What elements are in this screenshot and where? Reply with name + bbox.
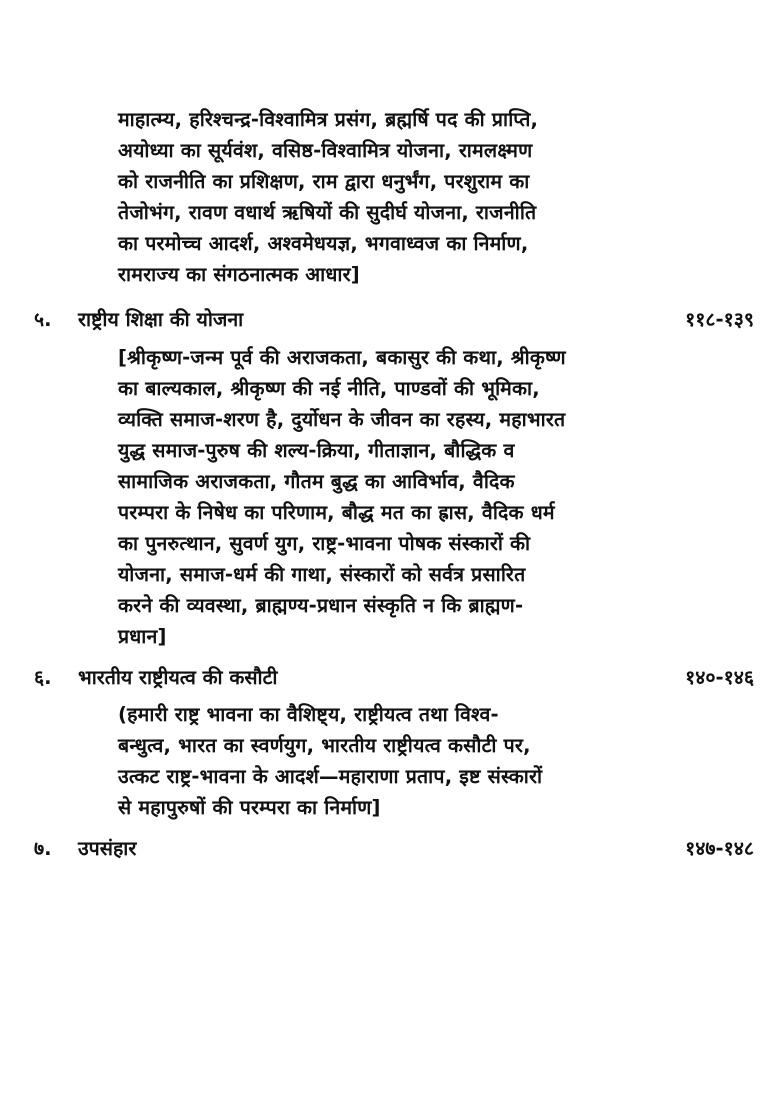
text-line: का बाल्यकाल, श्रीकृष्ण की नई नीति, पाण्डवों की भूमिका, — [118, 377, 540, 400]
section-title: राष्ट्रीय शिक्षा की योजना — [78, 308, 244, 331]
section-number: ५. — [34, 308, 52, 331]
text-line: परम्परा के निषेध का परिणाम, बौद्ध मत का ह्रास, वैदिक धर्म — [118, 501, 555, 524]
text-line: अयोध्या का सूर्यवंश, वसिष्ठ-विश्वामित्र योजना, रामलक्ष्मण — [118, 139, 533, 162]
page-range: १४७-१४८ — [685, 837, 754, 860]
text-line: योजना, समाज-धर्म की गाथा, संस्कारों को सर्वत्र प्रसारित — [118, 563, 526, 586]
text-line: से महापुरुषों की परम्परा का निर्माण] — [118, 796, 381, 819]
page-range: १४०-१४६ — [685, 666, 754, 689]
text-line: बन्धुत्व, भारत का स्वर्णयुग, भारतीय राष्ट्रीयत्व कसौटी पर, — [118, 734, 531, 757]
text-line: का पुनरुत्थान, सुवर्ण युग, राष्ट्र-भावना पोषक संस्कारों की — [118, 532, 531, 555]
text-line: [श्रीकृष्ण-जन्म पूर्व की अराजकता, बकासुर की कथा, श्रीकृष्ण — [118, 346, 566, 369]
text-line: व्यक्ति समाज-शरण है, दुर्योधन के जीवन का रहस्य, महाभारत — [118, 408, 566, 431]
text-line: का परमोच्च आदर्श, अश्वमेधयज्ञ, भगवाध्वज का निर्माण, — [118, 232, 529, 255]
text-line: प्रधान] — [118, 625, 167, 648]
text-line: रामराज्य का संगठनात्मक आधार] — [118, 263, 360, 286]
text-line: उत्कट राष्ट्र-भावना के आदर्श—महाराणा प्रताप, इष्ट संस्कारों — [118, 765, 543, 788]
text-line: सामाजिक अराजकता, गौतम बुद्ध का आविर्भाव, वैदिक — [118, 470, 515, 493]
section-number: ६. — [34, 666, 52, 689]
text-line: को राजनीति का प्रशिक्षण, राम द्वारा धनुर्भंग, परशुराम का — [118, 170, 530, 193]
section-title: भारतीय राष्ट्रीयत्व की कसौटी — [78, 666, 278, 689]
text-line: करने की व्यवस्था, ब्राह्मण्य-प्रधान संस्कृति न कि ब्राह्मण- — [118, 594, 524, 617]
text-line: (हमारी राष्ट्र भावना का वैशिष्ट्य, राष्ट्रीयत्व तथा विश्व- — [118, 703, 499, 726]
page-range: ११८-१३९ — [685, 308, 754, 331]
section-title: उपसंहार — [78, 837, 137, 860]
text-line: युद्ध समाज-पुरुष की शल्य-क्रिया, गीताज्ञान, बौद्धिक व — [118, 439, 515, 462]
text-line: तेजोभंग, रावण वधार्थ ऋषियों की सुदीर्घ योजना, राजनीति — [118, 201, 537, 224]
section-number: ७. — [34, 837, 52, 860]
text-line: माहात्म्य, हरिश्चन्द्र-विश्वामित्र प्रसंग, ब्रह्मर्षि पद की प्राप्ति, — [118, 108, 539, 131]
